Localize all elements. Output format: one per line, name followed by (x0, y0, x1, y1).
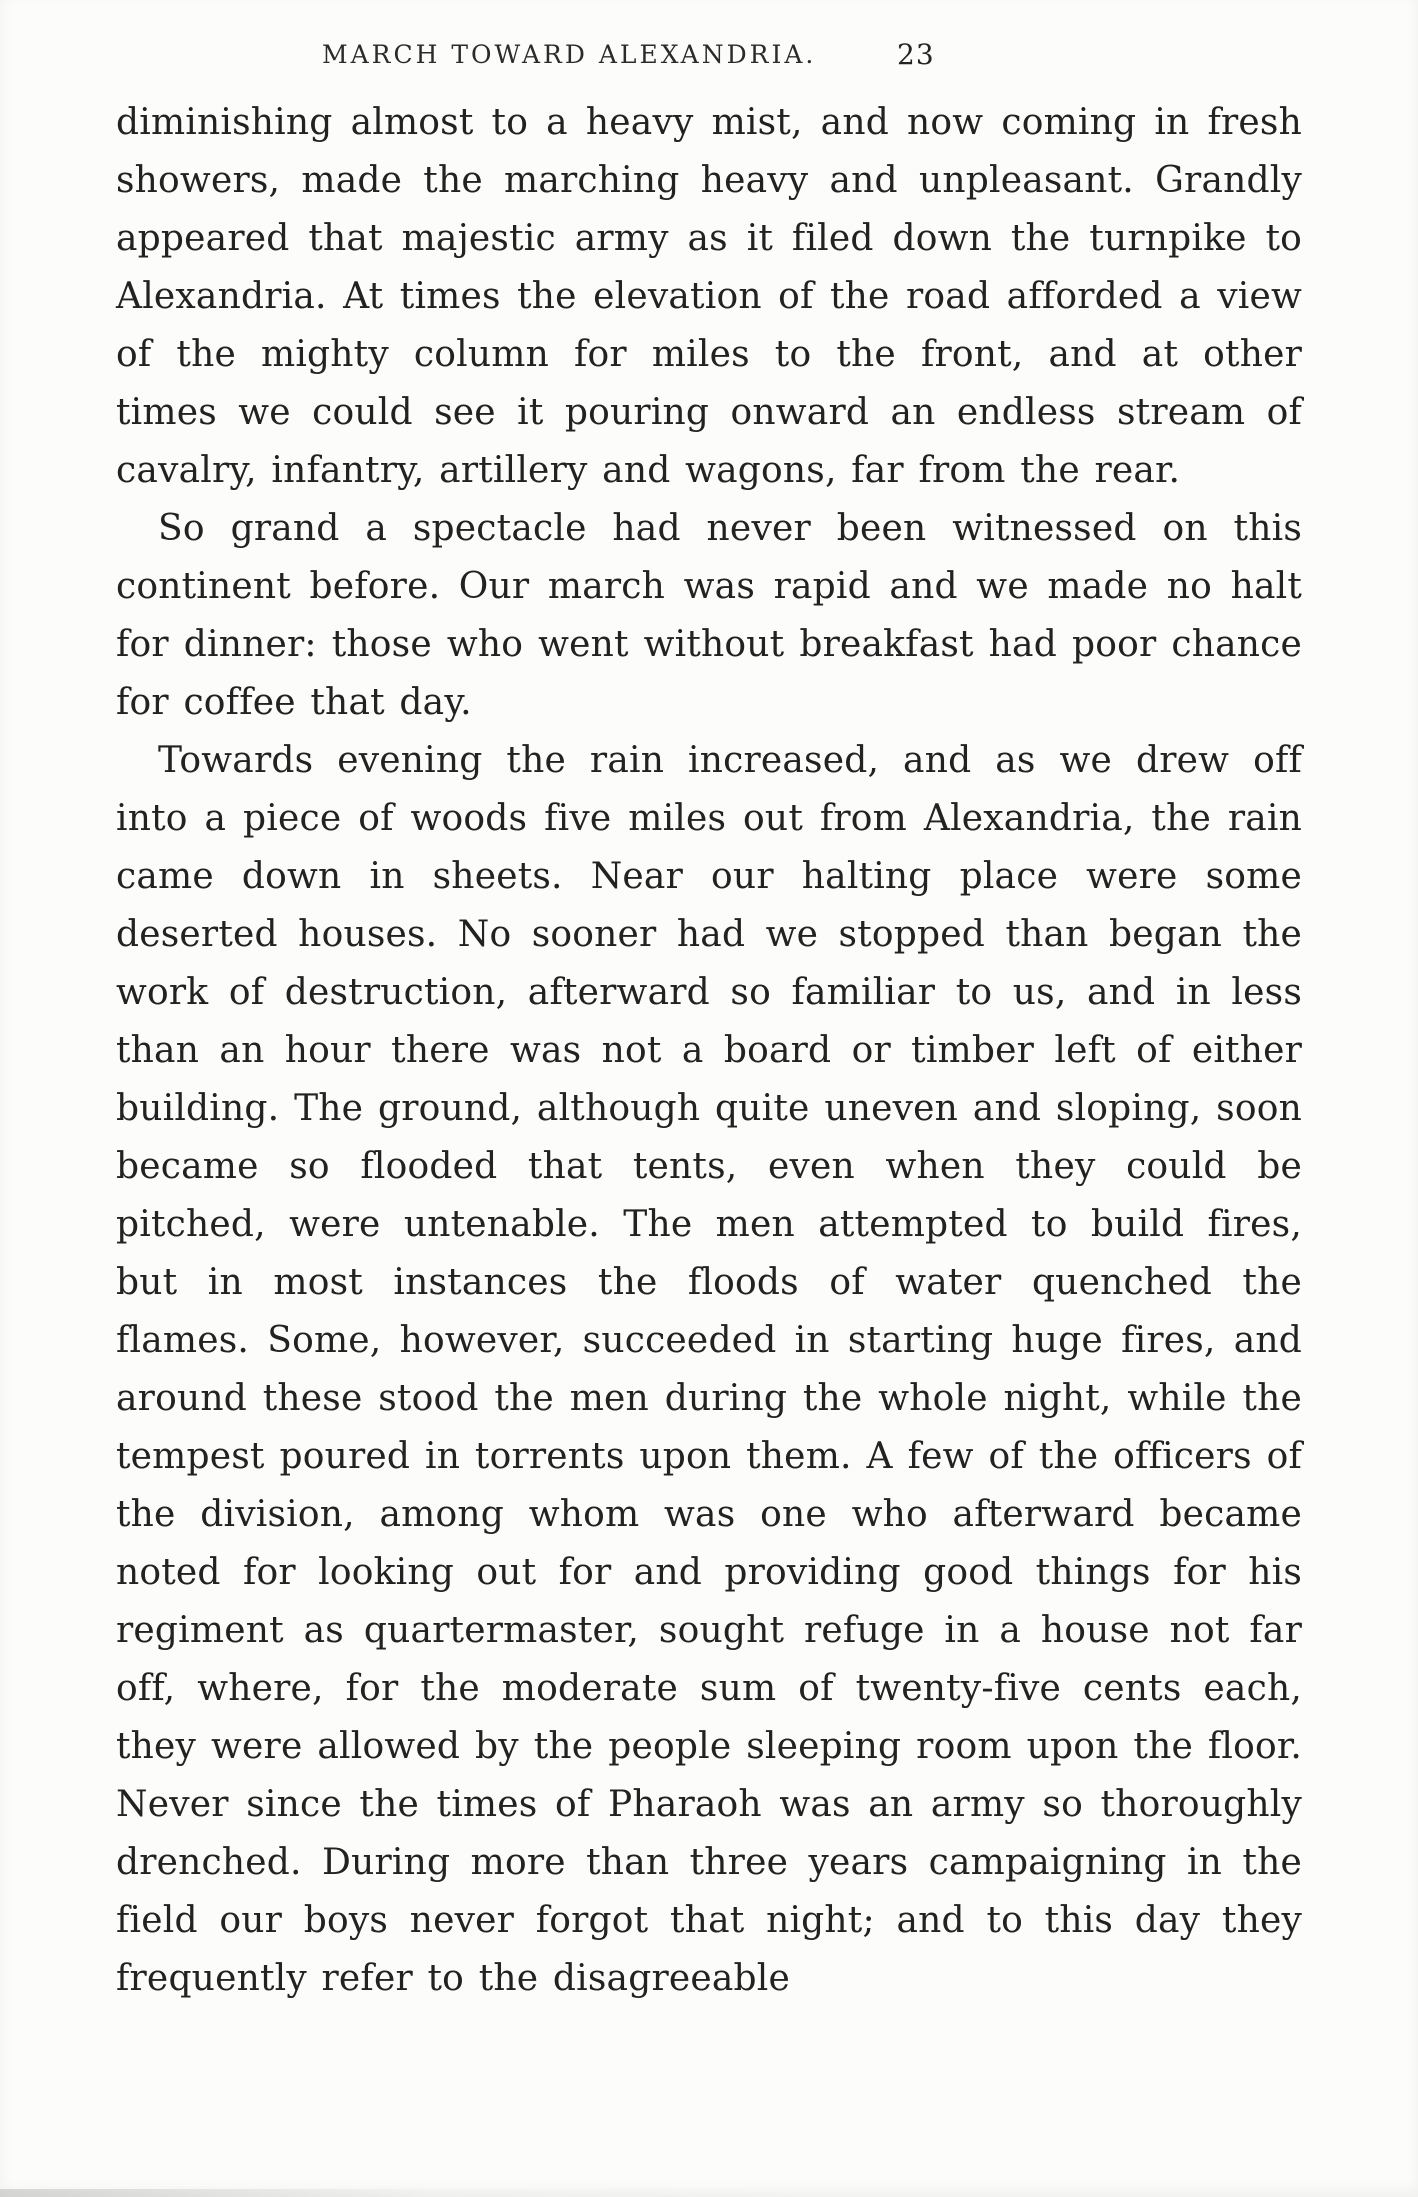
paragraph: Towards evening the rain increased, and as we drew off into a piece of woods five miles out from Alexandria, the rain came down in sheets. Near our halting place were some deserted houses. No sooner had we stopped than began the work of destruction, afterward so familiar to us, and in less than an hour there was not a board or timber left of either building. The ground, although quite uneven and sloping, soon became so flooded that tents, even when they could be pitched, were untenable. The men attempted to build fires, but in most instances the floods of water quenched the flames. Some, however, succeeded in starting huge fires, and around these stood the men during the whole night, while the tempest poured in torrents upon them. A few of the officers of the division, among whom was one who afterward became noted for looking out for and providing good things for his regiment as quartermaster, sought refuge in a house not far off, where, for the moderate sum of twenty-five cents each, they were allowed by the people sleeping room upon the floor. Never since the times of Pharaoh was an army so thoroughly drenched. During more than three years campaigning in the field our boys never forgot that night; and to this day they frequently refer to the disagreeable (116, 740, 1302, 1999)
scan-edge-artifact (0, 2189, 1418, 2197)
running-title: MARCH TOWARD ALEXANDRIA. (322, 40, 817, 69)
page-header (0, 36, 1418, 80)
page-body (116, 94, 1302, 2008)
paragraph: diminishing almost to a heavy mist, and now coming in fresh showers, made the marching heavy and unpleasant. Grandly appeared that majestic army as it filed down the turnpike to Alexandria. At times the elevation of the road afforded a view of the mighty column for miles to the front, and at other times we could see it pouring onward an endless stream of cavalry, infantry, artillery and wagons, far from the rear. (116, 102, 1302, 491)
page-number: 23 (897, 38, 935, 71)
paragraph: So grand a spectacle had never been witnessed on this continent before. Our march was rapid and we made no halt for dinner: those who went without breakfast had poor chance for coffee that day. (116, 508, 1302, 723)
